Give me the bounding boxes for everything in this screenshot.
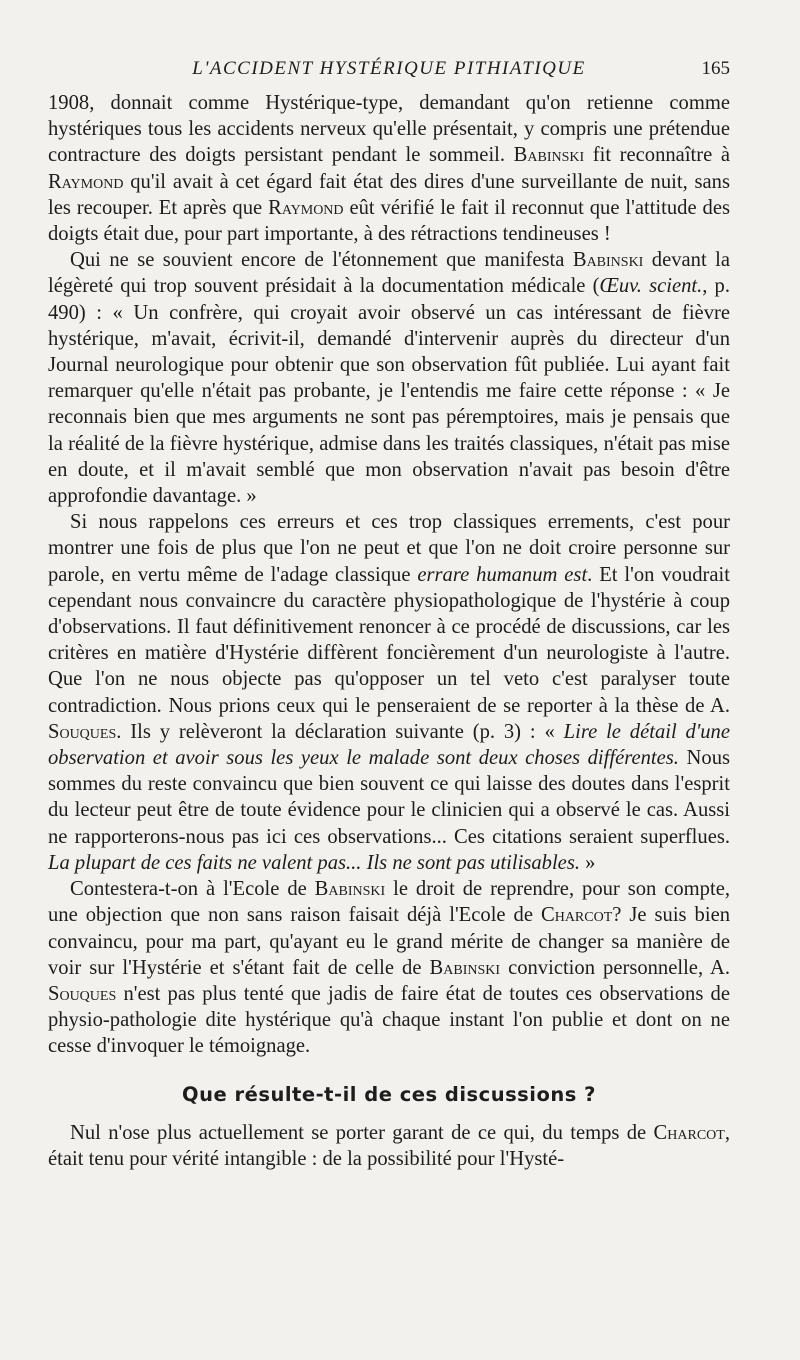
text-run: ? Je suis bien convaincu, pour ma part, qu'ayant eu le grand mérite de changer sa manière de voir sur l'Hystérie et s'étant fait de celle de bbox=[48, 904, 731, 979]
text-run: qu'il avait à cet égard fait état des dires d'une surveillante de nuit, sans les recouper. Et après que bbox=[48, 170, 730, 219]
text-run: conviction personnelle, A. bbox=[500, 956, 730, 979]
paragraph bbox=[48, 90, 730, 247]
text-run: Qui ne se souvient encore de l'étonnement que manifesta bbox=[70, 249, 573, 272]
author-name: Babinski bbox=[314, 878, 386, 901]
page-number: 165 bbox=[701, 58, 730, 79]
text-run: devant la légèreté qui trop souvent présidait à la documentation médicale ( bbox=[48, 249, 730, 298]
italic-text: errare humanum est bbox=[417, 563, 588, 586]
author-name: Raymond bbox=[48, 170, 124, 193]
text-run: » bbox=[579, 851, 596, 874]
text-run: . Ils y relèveront la déclaration suivante (p. 3) : « bbox=[116, 720, 564, 743]
paragraph bbox=[48, 509, 730, 876]
author-name: Charcot bbox=[540, 904, 613, 927]
author-name: Babinski bbox=[513, 144, 585, 167]
text-run: . Et l'on voudrait cependant nous convaincre du caractère physiopathologique de l'hystérie à coup d'observations. Il faut définitivement renoncer à ce procédé de discussions, car les critères en matière d'Hystérie diffèrent foncièrement d'un neurologiste à l'autre. Que l'on ne nous objecte pas qu'opposer un tel veto c'est paralyser toute contradiction. Nous prions ceux qui le penseraient de se reporter à la thèse de A. bbox=[48, 563, 730, 717]
author-name: Babinski bbox=[429, 956, 501, 979]
author-name: Souques bbox=[48, 982, 117, 1005]
italic-text: Lire le détail d'une observation et avoir sous les yeux le malade sont deux choses différentes. bbox=[48, 720, 730, 770]
italic-text: La plupart de ces faits ne valent pas... Ils ne sont pas utilisables. bbox=[48, 851, 580, 874]
text-run: , était tenu pour vérité intangible : de la possibilité pour l'Hysté- bbox=[48, 1121, 730, 1170]
text-run: eût vérifié le fait il reconnut que l'attitude des doigts était due, pour part importante, à des rétractions tendineuses ! bbox=[48, 196, 730, 246]
running-title: L'ACCIDENT HYSTÉRIQUE PITHIATIQUE bbox=[192, 58, 586, 79]
text-run: le droit de reprendre, pour son compte, une objection que non sans raison faisait déjà l'Ecole de bbox=[48, 878, 730, 927]
text-run: fit reconnaître à bbox=[584, 144, 730, 167]
text-run: , p. 490) : « Un confrère, qui croyait avoir observé un cas intéressant de fièvre hystérique, m'avait, écrivit-il, demandé d'intervenir auprès du directeur d'un Journal neurologique pour obtenir que son observation fût publiée. Lui ayant fait remarquer qu'elle n'était pas probante, je l'entendis me faire cette réponse : « Je reconnais bien que mes arguments ne sont pas péremptoires, mais je pensais que la réalité de la fièvre hystérique, admise dans les traités classiques, n'était pas mise en doute, et il m'avait semblé que mon observation n'avait pas besoin d'être approfondie davantage. » bbox=[48, 275, 730, 508]
text-run: Contestera-t-on à l'Ecole de bbox=[70, 878, 315, 901]
text-run: Si nous rappelons ces erreurs et ces trop classiques errements, c'est pour montrer une fois de plus que l'on ne peut et que l'on ne doit croire personne sur parole, en vertu même de l'adage classique bbox=[48, 511, 730, 586]
author-name: Babinski bbox=[572, 249, 644, 272]
paragraph bbox=[48, 876, 730, 1059]
text-run: Nul n'ose plus actuellement se porter garant de ce qui, du temps de bbox=[70, 1121, 654, 1144]
italic-text: Œuv. scient. bbox=[599, 275, 703, 298]
text-run: 1908, donnait comme Hystérique-type, demandant qu'on retienne comme hystériques tous les accidents nerveux qu'elle présentait, y compris une prétendue contracture des doigts persistant pendant le sommeil. bbox=[48, 92, 730, 167]
body-text bbox=[48, 90, 730, 1172]
text-run: n'est pas plus tenté que jadis de faire état de toutes ces observations de physio-pathologie dite hystérique qu'à chaque instant l'on publie et dont on ne cesse d'invoquer le témoignage. bbox=[48, 982, 730, 1058]
paragraph bbox=[48, 1120, 730, 1172]
author-name: Charcot bbox=[653, 1121, 725, 1144]
author-name: Souques bbox=[48, 720, 117, 743]
text-run: Nous sommes du reste convaincu que bien souvent ce qui laisse des doutes dans l'esprit du lecteur peut être de toute évidence pour le clinicien qui a observé le cas. Aussi ne rapporterons-nous pas ici ces observations... Ces citations seraient superflues. bbox=[48, 747, 731, 848]
section-heading: Que résulte-t-il de ces discussions ? bbox=[182, 1082, 596, 1106]
page-header bbox=[48, 58, 730, 84]
paragraph bbox=[48, 247, 730, 509]
author-name: Raymond bbox=[268, 196, 344, 219]
